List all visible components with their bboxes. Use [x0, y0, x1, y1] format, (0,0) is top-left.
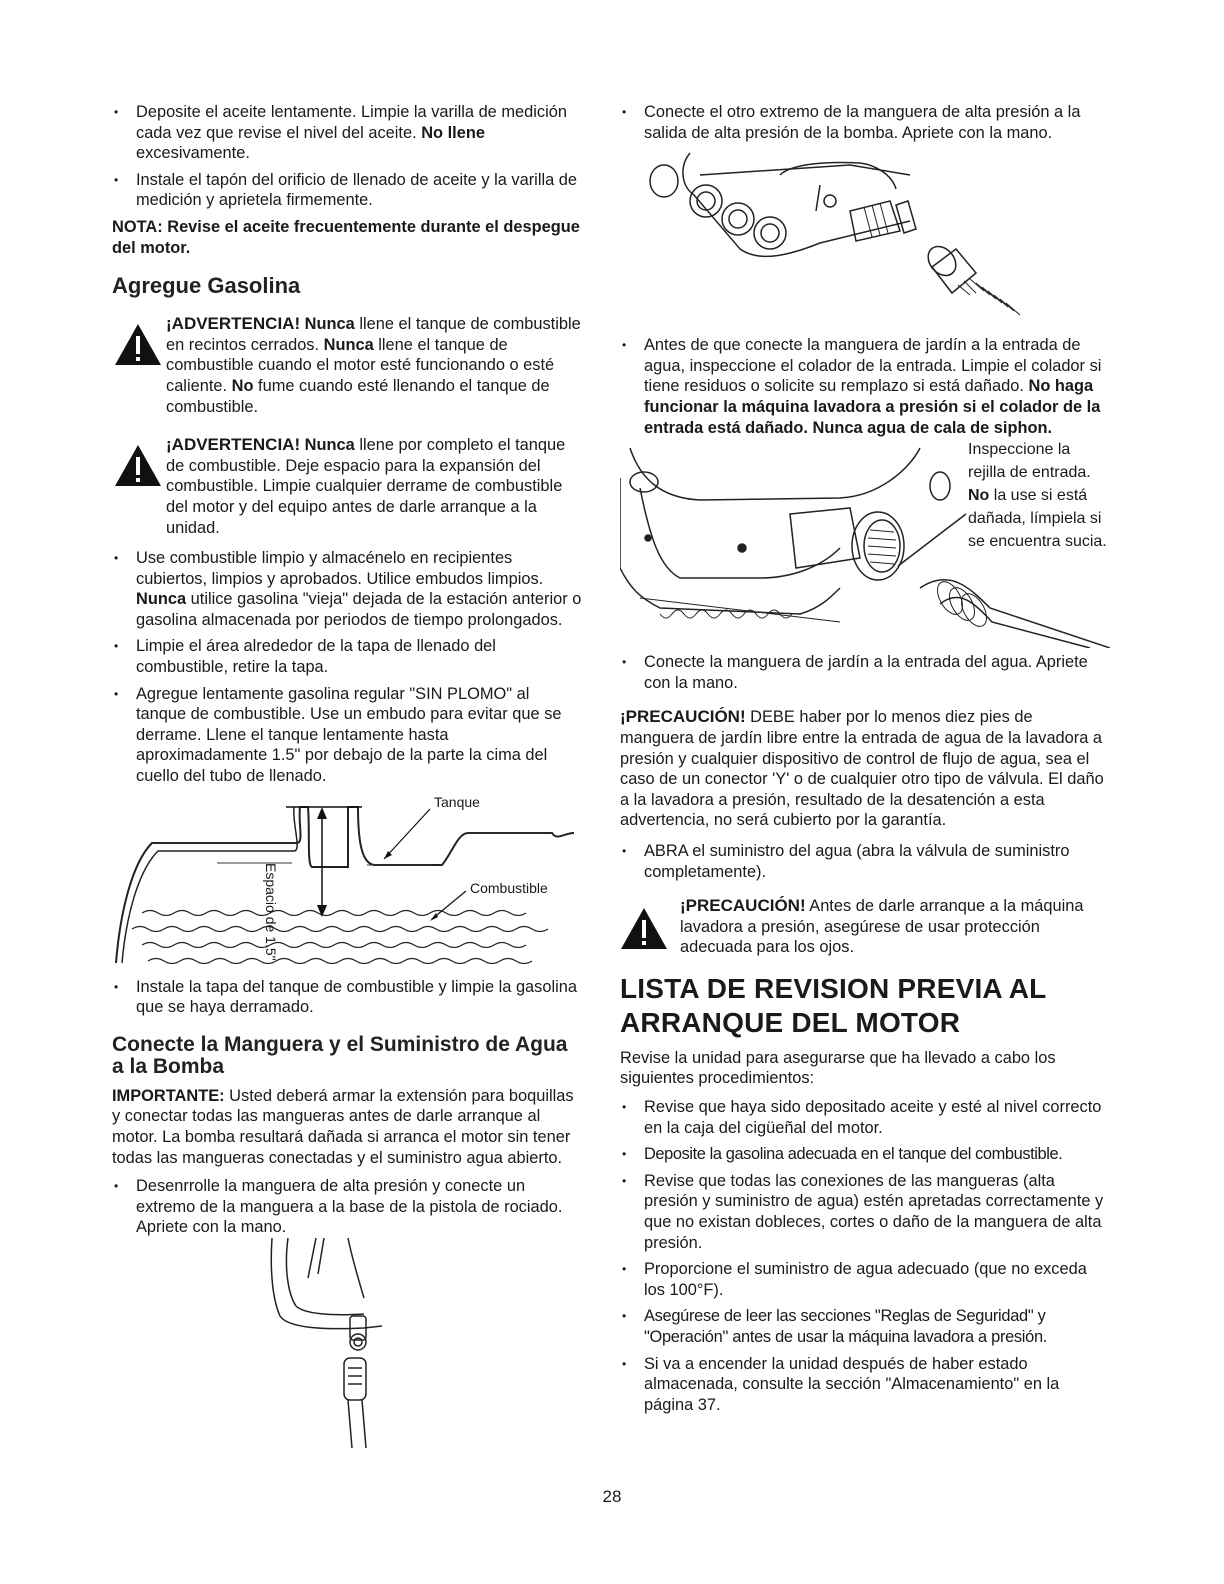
water-inlet-figure	[620, 438, 1110, 648]
section-title-add-gasoline: Agregue Gasolina	[112, 273, 301, 299]
checklist-title: LISTA DE REVISION PREVIA AL ARRANQUE DEL MOTOR	[620, 972, 1047, 1038]
warning-block-2: ¡ADVERTENCIA! Nunca llene por completo el tanque de combustible. Deje espacio para la expansión del combustible. Limpie cualquier derrame de combustible del motor y del equipo antes de darle arranque a la unidad.	[112, 435, 584, 538]
caution-label: ¡PRECAUCIÓN!	[680, 896, 806, 916]
checklist-intro: Revise la unidad para asegurarse que ha llevado a cabo los siguientes procedimientos:	[620, 1048, 1056, 1088]
list-item: • Si va a encender la unidad después de haber estado almacenada, consulte la sección "Almacenamiento" en la página 37.	[620, 1354, 1110, 1416]
list-item: • ABRA el suministro del agua (abra la válvula de suministro completamente).	[620, 841, 1110, 882]
important-paragraph: IMPORTANTE: Usted deberá armar la extensión para boquillas y conectar todas las mangueras antes de darle arranque al motor. La bomba resultará dañada si arranca el motor sin tener todas las mangueras conectadas y el suministro agua abierto.	[112, 1086, 574, 1167]
section-title-connect-hose: Conecte la Manguera y el Suministro de Agua a la Bomba	[112, 1032, 568, 1078]
warning-label: ¡ADVERTENCIA!	[166, 435, 301, 455]
inlet-bullet-list	[620, 335, 1110, 438]
list-item: • Instale el tapón del orificio de llenado de aceite y la varilla de medición y aprietela firmemente.	[112, 170, 584, 211]
cap-bullet-list	[112, 977, 584, 1018]
left-column	[112, 102, 584, 1448]
pump-bullet-list	[620, 102, 1110, 143]
list-item: • Proporcione el suministro de agua adecuado (que no exceda los 100°F).	[620, 1259, 1110, 1300]
list-item: • Asegúrese de leer las secciones "Reglas de Seguridad" y "Operación" antes de usar la máquina lavadora a presión.	[620, 1306, 1110, 1347]
list-item: • Use combustible limpio y almacénelo en recipientes cubiertos, limpios y aprobados. Utilice embudos limpios. Nunca utilice gasolina "vieja" dejada de la estación anterior o gasolina almacenada por periodos de tiempo prolongados.	[112, 548, 584, 630]
abra-bullet-list	[620, 841, 1110, 882]
page-number: 28	[602, 1487, 622, 1506]
list-item: • Revise que haya sido depositado aceite y esté al nivel correcto en la caja del cigüeñal del motor.	[620, 1097, 1110, 1138]
fuel-tank-figure	[112, 793, 584, 971]
oil-note: NOTA: Revise el aceite frecuentemente durante el despegue del motor.	[112, 217, 580, 257]
garden-bullet-list	[620, 652, 1110, 693]
list-item: • Deposite la gasolina adecuada en el tanque del combustible.	[620, 1144, 1110, 1165]
fuel-label: Combustible	[470, 879, 548, 896]
hose-bullet-list	[112, 1176, 584, 1238]
checklist	[620, 1097, 1110, 1415]
fuel-bullet-list	[112, 548, 584, 787]
list-item: • Conecte la manguera de jardín a la entrada del agua. Apriete con la mano.	[620, 652, 1110, 693]
list-item: • Instale la tapa del tanque de combustible y limpie la gasolina que se haya derramado.	[112, 977, 584, 1018]
gap-label: Espacio de 1.5"	[263, 862, 279, 961]
list-item: • Limpie el área alrededor de la tapa de llenado del combustible, retire la tapa.	[112, 636, 584, 677]
caution-paragraph-1: ¡PRECAUCIÓN! DEBE haber por lo menos diez pies de manguera de jardín libre entre la entrada de agua de la lavadora a presión y cualquier dispositivo de control de flujo de agua, sea el caso de un conector 'Y' o de cualquier otro tipo de válvula. El daño a la lavadora a presión, resultado de la desatención a esta advertencia, no será cubierto por la garantía.	[620, 707, 1104, 830]
warning-triangle-icon	[114, 443, 162, 487]
warning-label: ¡ADVERTENCIA!	[166, 314, 301, 334]
warning-block-1: ¡ADVERTENCIA! Nunca llene el tanque de combustible en recintos cerrados. Nunca llene el tanque de combustible cuando el motor esté funcionando o esté caliente. No fume cuando esté llenando el tanque de combustible.	[112, 314, 584, 417]
warning-triangle-icon	[620, 906, 668, 950]
list-item: • Agregue lentamente gasolina regular "SIN PLOMO" al tanque de combustible. Use un embudo para evitar que se derrame. Llene el tanque lentamente hasta aproximadamente 1.5" por debajo de la parte la cima del cuello del tubo de llenado.	[112, 684, 584, 787]
list-item: • Deposite el aceite lentamente. Limpie la varilla de medición cada vez que revise el nivel del aceite. No llene excesivamente.	[112, 102, 584, 164]
right-column	[620, 102, 1110, 1421]
list-item: • Revise que todas las conexiones de las mangueras (alta presión y suministro de agua) estén apretadas correctamente y que no existan dobleces, cortes o daño de la manguera de alta presión.	[620, 1171, 1110, 1253]
spray-gun-figure	[112, 1238, 584, 1448]
warning-triangle-icon	[114, 322, 162, 366]
oil-bullet-list	[112, 102, 584, 211]
inlet-callout: Inspeccione la rejilla de entrada. No la use si está dañada, límpiela si se encuentra sucia.	[968, 441, 1107, 551]
tank-label: Tanque	[434, 793, 480, 810]
list-item: • Conecte el otro extremo de la manguera de alta presión a la salida de alta presión de la bomba. Apriete con la mano.	[620, 102, 1110, 143]
caution-block-2: ¡PRECAUCIÓN! Antes de darle arranque a la máquina lavadora a presión, asegúrese de usar protección adecuada para los ojos.	[620, 896, 1110, 958]
list-item: • Desenrrolle la manguera de alta presión y conecte un extremo de la manguera a la base de la pistola de rociado. Apriete con la mano.	[112, 1176, 584, 1238]
pump-outlet-figure	[620, 145, 1110, 325]
list-item: • Antes de que conecte la manguera de jardín a la entrada de agua, inspeccione el colador de la entrada. Limpie el colador si tiene residuos o solicite su remplazo si está dañado. No haga funcionar la máquina lavadora a presión si el colador de la entrada está dañado. Nunca agua de cala de siphon.	[620, 335, 1110, 438]
